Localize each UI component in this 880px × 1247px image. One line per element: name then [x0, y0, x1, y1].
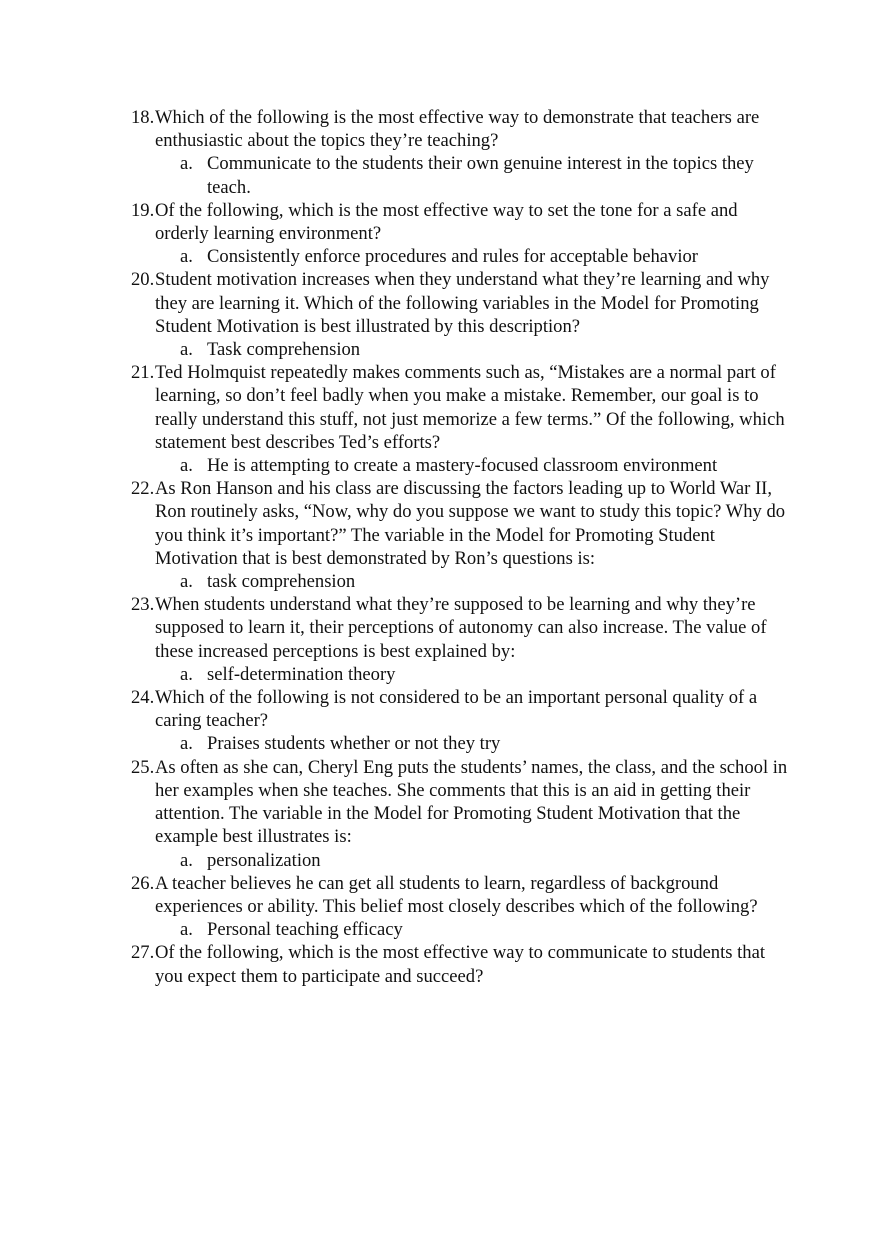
answer-text: Consistently enforce procedures and rules for acceptable behavior [207, 246, 698, 268]
answer-letter: a. [180, 849, 193, 871]
question-number: 20. [131, 269, 155, 291]
answer-letter: a. [180, 733, 193, 755]
question-19 [131, 199, 791, 245]
question-number: 25. [131, 756, 155, 778]
answer-19 [180, 245, 791, 268]
answer-letter: a. [180, 339, 193, 361]
question-21 [131, 361, 791, 454]
answer-text: personalization [207, 849, 321, 871]
answer-letter: a. [180, 571, 193, 593]
question-text: Of the following, which is the most effective way to communicate to students that you expect them to participate and succeed? [155, 942, 766, 987]
answer-text: self-determination theory [207, 663, 396, 685]
question-text: Of the following, which is the most effective way to set the tone for a safe and orderly learning environment? [155, 199, 738, 245]
question-text: As often as she can, Cheryl Eng puts the students’ names, the class, and the school in her examples when she teaches. She comments that this is an aid in getting their attention. The variable in the Model for Promoting Student Motivation that the example best illustrates is: [155, 756, 788, 848]
answer-letter: a. [180, 919, 193, 941]
answer-25 [180, 849, 791, 872]
question-number: 27. [131, 942, 155, 964]
question-26 [131, 872, 791, 918]
question-18 [131, 106, 791, 152]
question-text: Which of the following is not considered to be an important personal quality of a caring teacher? [155, 687, 758, 732]
question-text: Which of the following is the most effective way to demonstrate that teachers are enthusiastic about the topics they’re teaching? [155, 107, 760, 152]
answer-letter: a. [180, 455, 193, 477]
question-number: 19. [131, 199, 155, 221]
question-number: 23. [131, 594, 155, 616]
answer-20 [180, 338, 791, 361]
answer-21 [180, 454, 791, 477]
question-text: When students understand what they’re supposed to be learning and why they’re supposed to learn it, their perceptions of autonomy can also increase. The value of these increased perceptions is best explained by: [155, 594, 767, 662]
question-text: Ted Holmquist repeatedly makes comments such as, “Mistakes are a normal part of learning, so don’t feel badly when you make a mistake. Remember, our goal is to really understand this stuff, not just memorize a few terms.” Of the following, which statement best describes Ted’s efforts? [155, 362, 785, 453]
answer-letter: a. [180, 246, 193, 268]
question-text: A teacher believes he can get all students to learn, regardless of background experiences or ability. This belief most closely describes which of the following? [155, 872, 758, 917]
question-number: 22. [131, 478, 155, 500]
answer-letter: a. [180, 153, 193, 175]
question-20 [131, 268, 791, 338]
question-number: 26. [131, 872, 155, 894]
question-number: 21. [131, 362, 155, 384]
question-22 [131, 477, 791, 570]
question-text: Student motivation increases when they understand what they’re learning and why they are learning it. Which of the following variables in the Model for Promoting Student Motivation is best illustrated by this description? [155, 269, 770, 337]
question-27 [131, 941, 791, 987]
answer-letter: a. [180, 663, 193, 685]
answer-text: Personal teaching efficacy [207, 919, 403, 941]
question-number: 18. [131, 107, 155, 128]
answer-24 [180, 732, 791, 755]
answer-text: task comprehension [207, 571, 356, 593]
question-25 [131, 756, 791, 849]
answer-26 [180, 918, 791, 941]
answer-text: Task comprehension [207, 339, 361, 361]
answer-18 [180, 152, 791, 198]
answer-text: He is attempting to create a mastery-focused classroom environment [207, 455, 718, 477]
answer-23 [180, 663, 791, 686]
question-24 [131, 686, 791, 732]
question-list [131, 106, 791, 988]
question-text: As Ron Hanson and his class are discussing the factors leading up to World War II, Ron routinely asks, “Now, why do you suppose we want to study this topic? Why do you think it’s important?” The variable in the Model for Promoting Student Motivation that is best demonstrated by Ron’s questions is: [155, 478, 786, 569]
question-number: 24. [131, 687, 155, 709]
answer-text: Communicate to the students their own genuine interest in the topics they teach. [207, 153, 754, 198]
answer-22 [180, 570, 791, 593]
question-23 [131, 593, 791, 663]
answer-text: Praises students whether or not they try [207, 733, 501, 755]
